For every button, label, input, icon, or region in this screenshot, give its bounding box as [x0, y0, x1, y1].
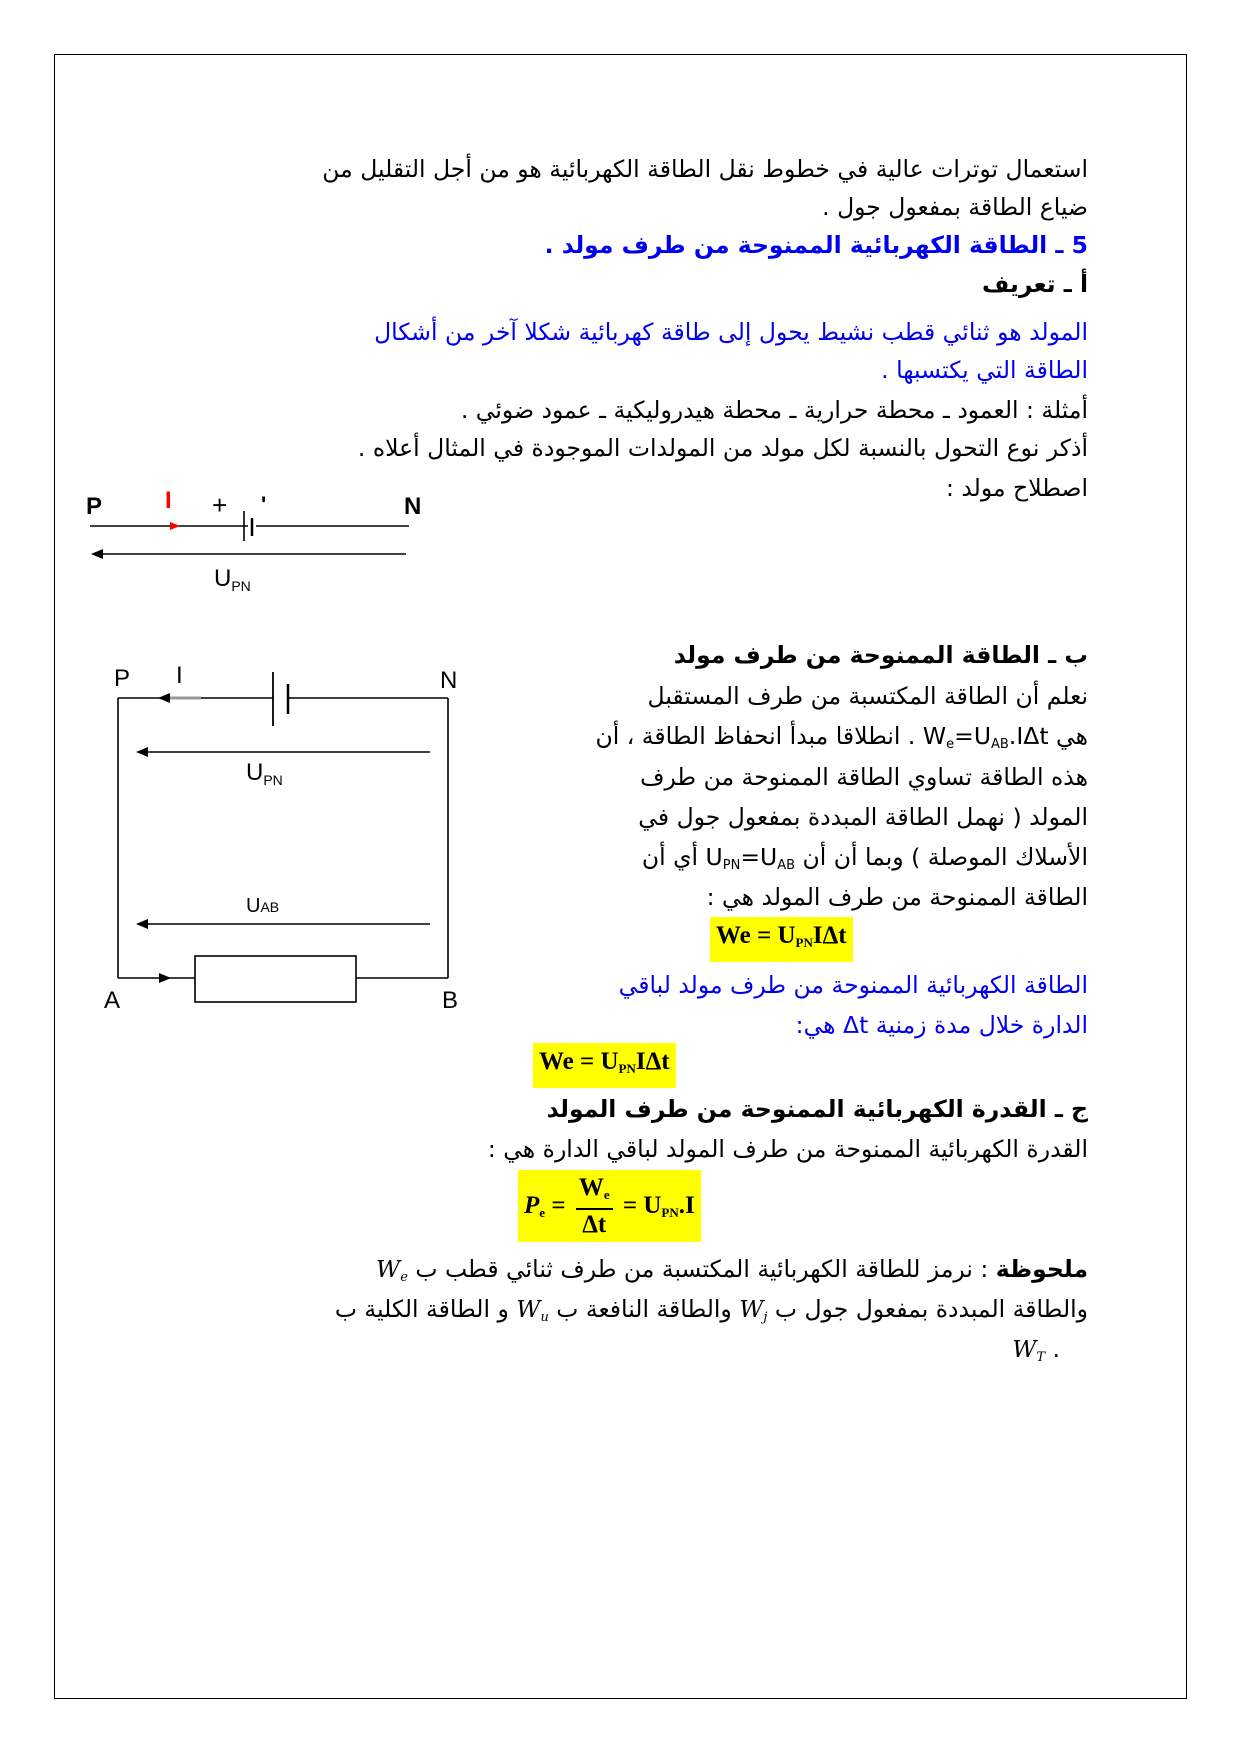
voltage-upn-label: $U_{PN}$ — [214, 565, 251, 594]
current-arrow-bottom — [159, 973, 171, 983]
b-line-5-start: الأسلاك الموصلة ) وبما أن أن — [795, 843, 1088, 871]
voltage-arrow — [91, 549, 103, 559]
we-symbol: $W_e$ — [376, 1255, 408, 1285]
minus-sign-label: ' — [261, 492, 267, 517]
section-5-title: 5 ـ الطاقة الكهربائية الممنوحة من طرف مولد . — [544, 231, 1088, 259]
resistor-ab — [195, 956, 356, 1002]
note-line-2: والطاقة المبددة بمفعول جول ب $W_j$ والطاقة النافعة ب $W_u$ و الطاقة الكلية ب — [334, 1295, 1088, 1325]
definition-line-1: المولد هو ثنائي قطب نشيط يحول إلى طاقة كهربائية شكلا آخر من أشكال — [374, 318, 1088, 346]
b-line-1: نعلم أن الطاقة المكتسبة من طرف المستقبل — [647, 682, 1088, 710]
generator-convention-diagram — [84, 478, 444, 598]
note-line-3: . $W_T$ — [1012, 1335, 1060, 1365]
intro-line-2: ضياع الطاقة بمفعول جول . — [822, 193, 1088, 221]
intro-line-1: استعمال توترات عالية في خطوط نقل الطاقة الكهربائية هو من أجل التقليل من — [322, 155, 1088, 183]
generator-convention: اصطلاح مولد : — [945, 474, 1088, 502]
current-arrow-top — [158, 693, 170, 703]
formula-energy-highlight-2: $We = U_{PN}I\Delta t$ — [533, 1043, 676, 1088]
note-label: ملحوظة — [995, 1255, 1088, 1283]
wt-symbol: $W_T$ — [1012, 1335, 1046, 1365]
terminal-n-label: N — [404, 493, 422, 520]
question-line: أذكر نوع التحول بالنسبة لكل مولد من المولدات الموجودة في المثال أعلاه . — [357, 434, 1088, 462]
b-line-2 — [595, 717, 1088, 764]
b-blue-line-1: الطاقة الكهربائية الممنوحة من طرف مولد لباقي — [618, 971, 1088, 999]
energy-receiver-formula: $W_e=U_{AB}.I\Delta t$ — [922, 722, 1049, 752]
upn-arrow — [136, 747, 148, 757]
current-arrow — [170, 522, 180, 530]
uab-arrow — [136, 919, 148, 929]
formula-power-highlight: $P_e$ = $\frac{W_e}{\Delta t}$ = $U_{PN}.I$ — [518, 1170, 701, 1242]
b-line-3: هذه الطاقة تساوي الطاقة الممنوحة من طرف — [640, 763, 1088, 791]
terminal-p-label: P — [86, 493, 103, 520]
note-line-1: ملحوظة : نرمز للطاقة الكهربائية المكتسبة من طرف ثنائي قطب ب $W_e$ — [376, 1255, 1088, 1285]
subsection-b-title: ب ـ الطاقة الممنوحة من طرف مولد — [673, 641, 1088, 669]
c-line-1: القدرة الكهربائية الممنوحة من طرف المولد لباقي الدارة هي : — [487, 1135, 1088, 1163]
power-fraction: $\frac{W_e}{\Delta t}$ — [576, 1175, 613, 1240]
wj-symbol: $W_j$ — [739, 1295, 768, 1325]
voltage-equality-formula: $U_{PN}=U_{AB}$ — [705, 843, 796, 873]
voltage-upn-label: $U_{PN}$ — [246, 759, 283, 788]
subsection-c-title: ج ـ القدرة الكهربائية الممنوحة من طرف المولد — [546, 1095, 1088, 1123]
terminal-n-label: N — [440, 667, 458, 694]
formula-energy-highlight-1: $We = U_{PN}I\Delta t$ — [710, 917, 853, 962]
b-blue-line-2: الدارة خلال مدة زمنية Δt هي: — [795, 1011, 1088, 1039]
subsection-a-title: أ ـ تعريف — [982, 270, 1088, 298]
plus-sign-label: + — [212, 490, 228, 520]
examples-line: أمثلة : العمود ـ محطة حرارية ـ محطة هيدروليكية ـ عمود ضوئي . — [460, 396, 1088, 424]
node-a-label: A — [104, 987, 121, 1014]
terminal-p-label: P — [114, 665, 131, 692]
current-i-label: I — [176, 662, 183, 689]
wu-symbol: $W_u$ — [516, 1295, 549, 1325]
b-line-2-start: هي — [1048, 722, 1088, 750]
b-line-2-end: . انطلاقا مبدأ انحفاظ الطاقة ، أن — [595, 722, 923, 750]
node-b-label: B — [442, 987, 459, 1014]
circuit-diagram — [98, 658, 478, 1028]
b-line-5-end: أي أن — [641, 843, 706, 871]
b-line-4: المولد ( نهمل الطاقة المبددة بمفعول جول في — [638, 803, 1088, 831]
voltage-uab-label: UAB — [246, 895, 280, 917]
current-i-label: I — [165, 487, 172, 514]
b-line-6: الطاقة الممنوحة من طرف المولد هي : — [706, 883, 1088, 911]
definition-line-2: الطاقة التي يكتسبها . — [881, 356, 1088, 384]
